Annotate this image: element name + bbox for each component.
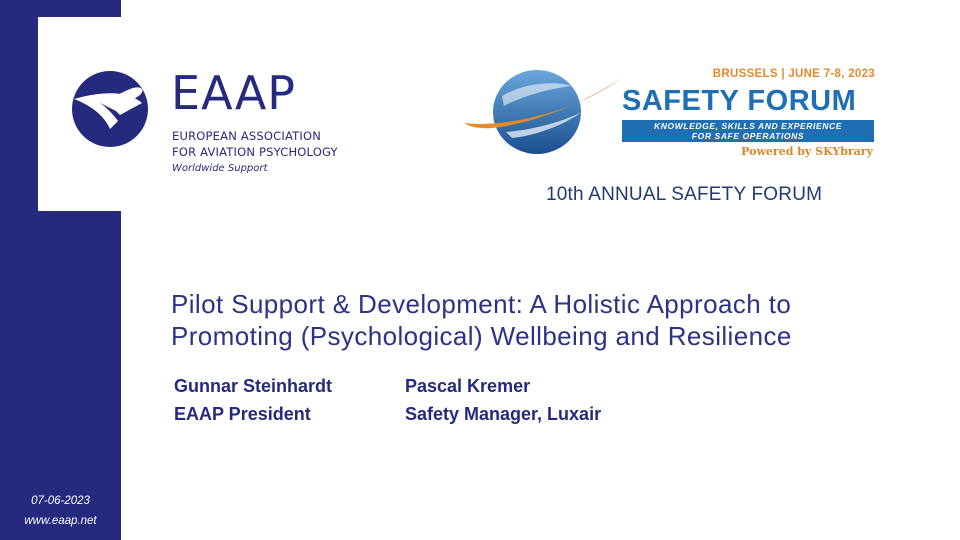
forum-powered-by: Powered by SKYbrary <box>741 145 873 158</box>
title-line2: Promoting (Psychological) Wellbeing and Resilience <box>171 321 792 351</box>
eaap-subtitle-line1: EUROPEAN ASSOCIATION <box>172 129 322 143</box>
eaap-plane-globe-icon <box>70 69 150 149</box>
website-link[interactable]: www.eaap.net <box>24 515 97 527</box>
forum-band-line1: KNOWLEDGE, SKILLS AND EXPERIENCE <box>654 121 842 131</box>
annual-forum-heading: 10th ANNUAL SAFETY FORUM <box>546 184 823 205</box>
forum-tagline-band <box>622 120 874 142</box>
safety-forum-globe-icon <box>462 66 627 161</box>
forum-band-line2: FOR SAFE OPERATIONS <box>691 131 805 141</box>
speaker-2-role: Safety Manager, Luxair <box>405 404 602 424</box>
title-line1: Pilot Support & Development: A Holistic Approach to <box>171 289 792 319</box>
eaap-subtitle-line2: FOR AVIATION PSYCHOLOGY <box>172 145 338 159</box>
speaker-1 <box>174 372 332 428</box>
presentation-title <box>171 288 931 352</box>
speaker-2 <box>405 372 601 428</box>
eaap-wordmark: EAAP <box>171 66 297 120</box>
eaap-tagline: Worldwide Support <box>172 163 268 174</box>
speaker-2-name: Pascal Kremer <box>405 376 531 396</box>
speaker-1-name: Gunnar Steinhardt <box>174 376 333 396</box>
eaap-logo-panel <box>38 17 354 211</box>
forum-name: SAFETY FORUM <box>622 85 857 117</box>
presentation-date: 07-06-2023 <box>31 495 90 507</box>
forum-date: BRUSSELS | JUNE 7-8, 2023 <box>712 68 875 80</box>
speaker-1-role: EAAP President <box>174 404 311 424</box>
